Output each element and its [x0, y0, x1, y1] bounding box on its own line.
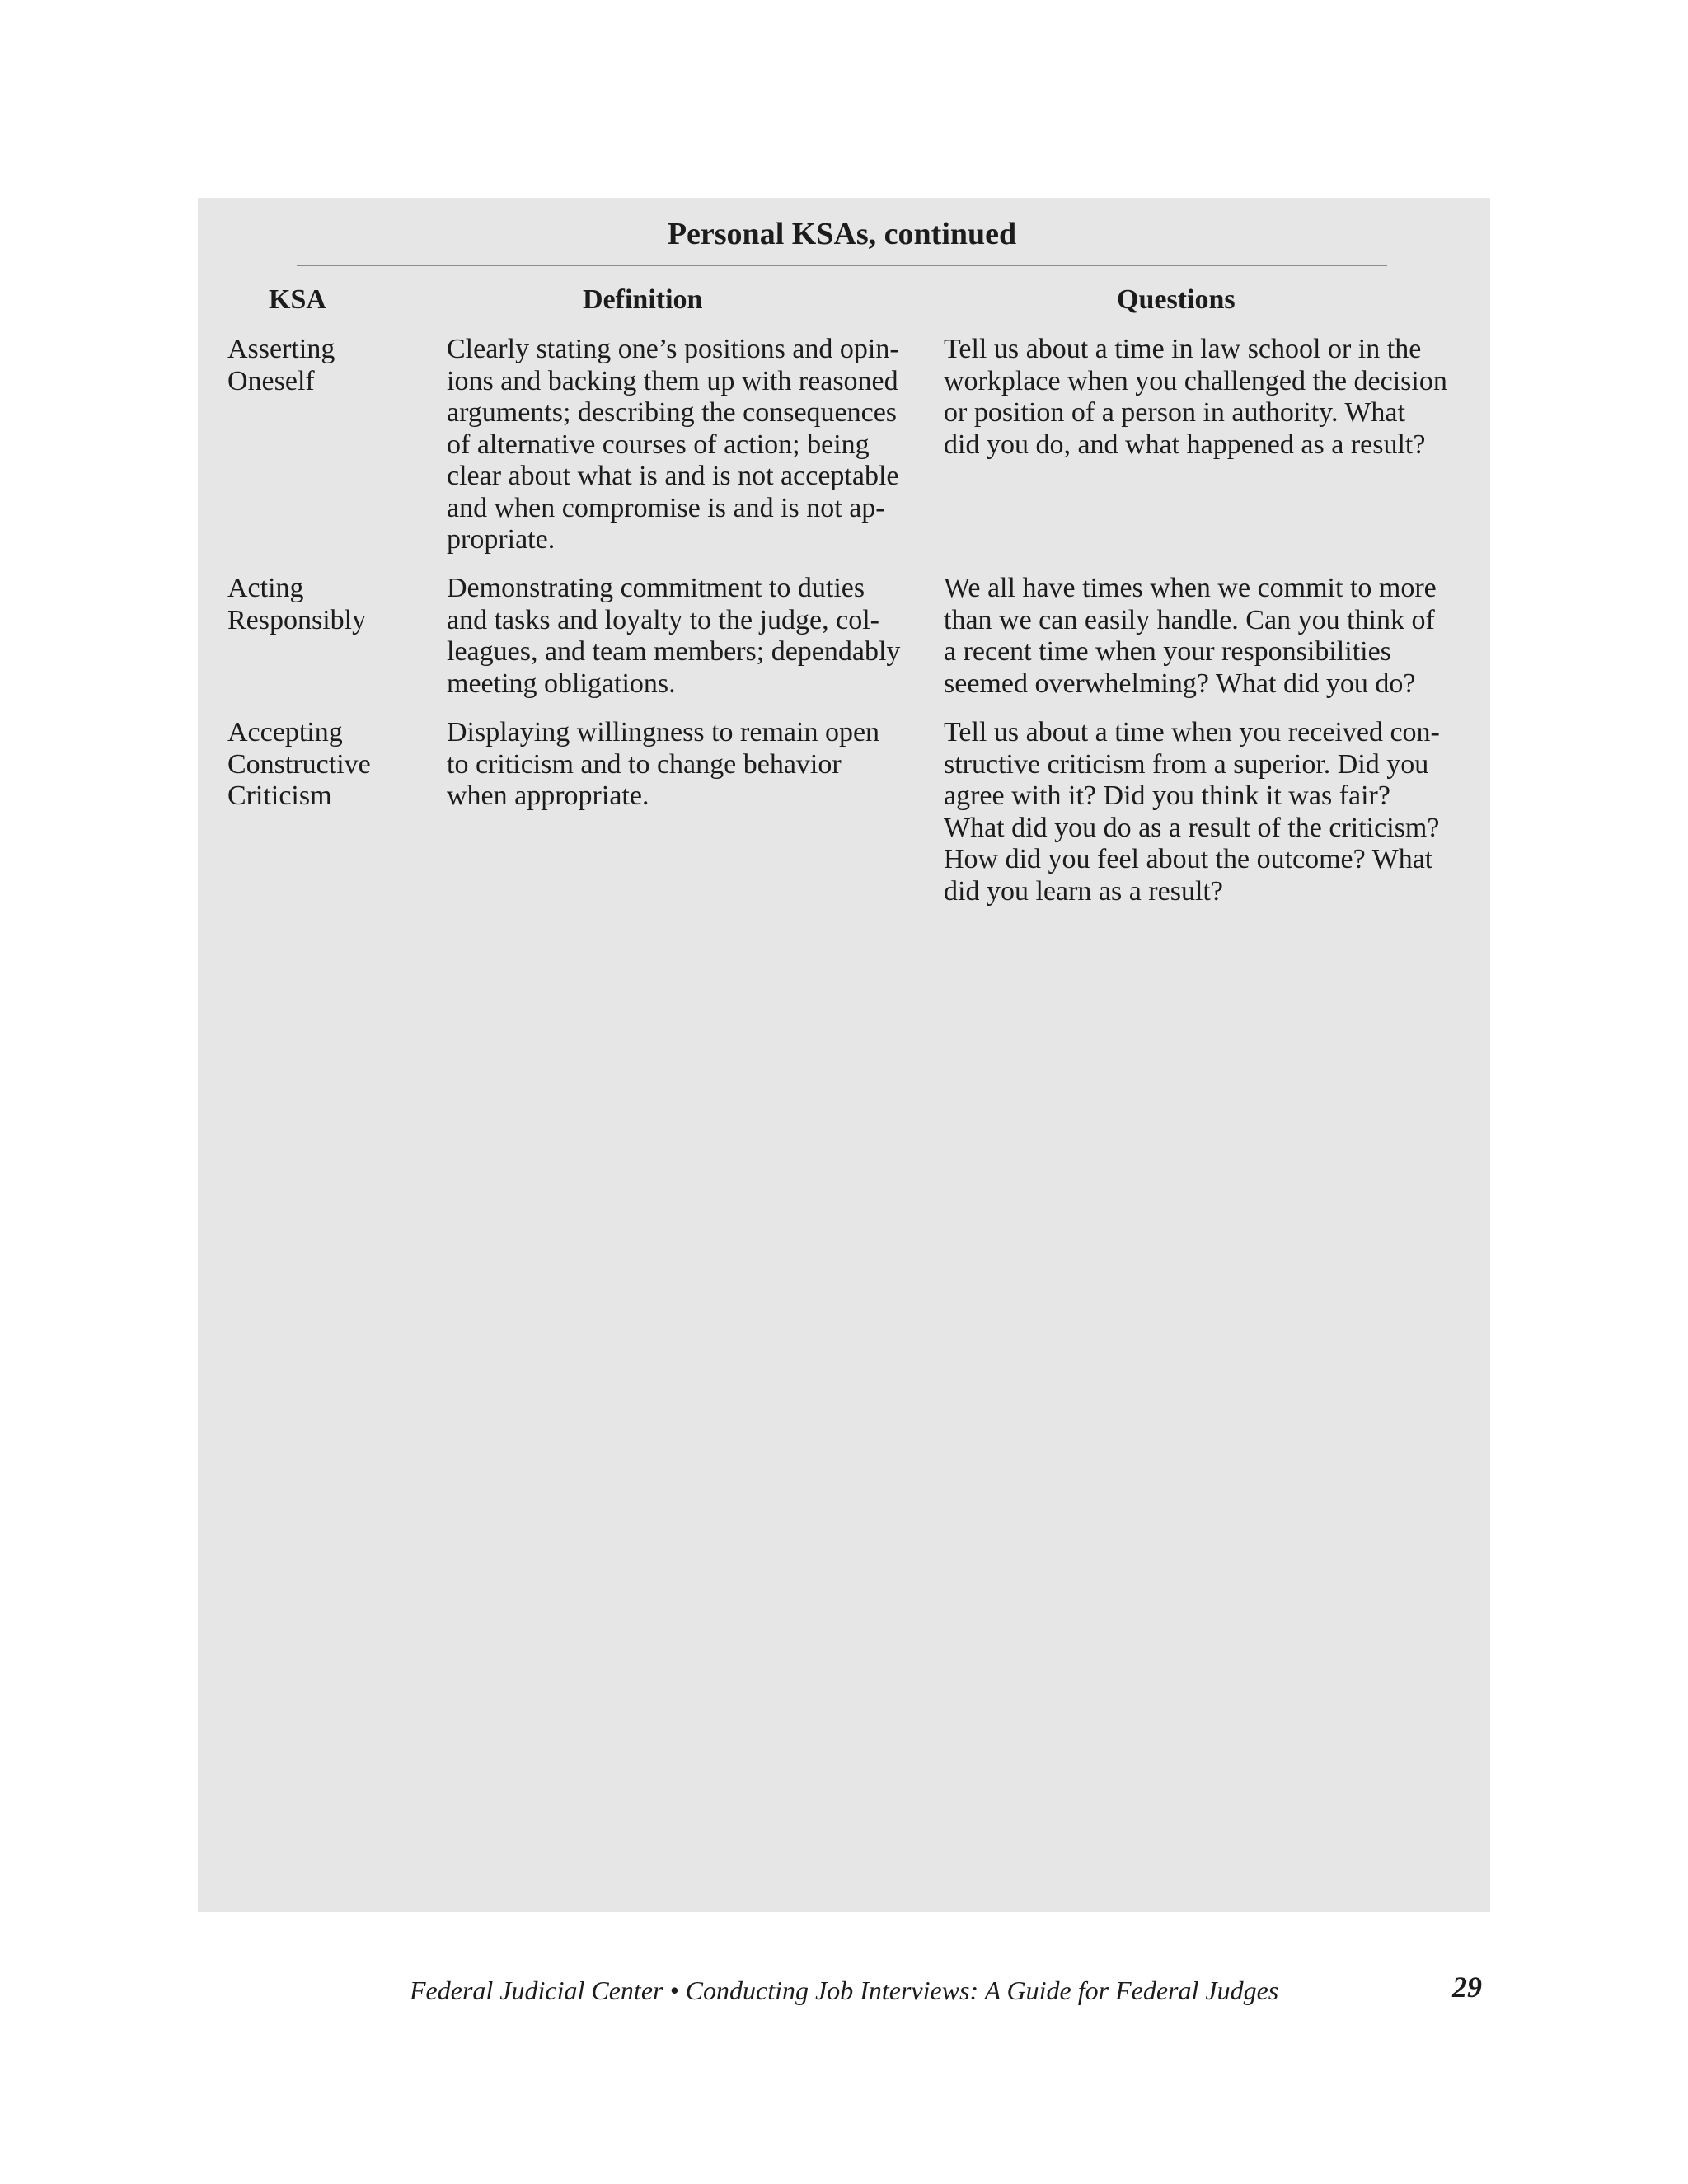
questions-cell: Tell us about a time when you received con- structive criticism from a superior. Did you agree with it? Did you think it was fair? What did you do as a result of the criticism? How did you feel about the outcome? What did you learn as a result?: [944, 717, 1440, 907]
header-ksa: KSA: [269, 284, 326, 315]
header-definition: Definition: [583, 284, 703, 315]
definition-cell: Displaying willingness to remain open to criticism and to change behavior when appropriate.: [447, 717, 880, 811]
definition-cell: Clearly stating one’s positions and opin- ions and backing them up with reasoned arguments; describing the consequences of alternative courses of action; being clear about what is and is not acceptable and when compromise is and is not ap- propriate.: [447, 334, 899, 555]
title-divider: [297, 265, 1387, 266]
header-questions: Questions: [1117, 284, 1236, 315]
questions-cell: We all have times when we commit to more than we can easily handle. Can you think of a recent time when your responsibilities seemed overwhelming? What did you do?: [944, 573, 1437, 699]
page-number: 29: [1452, 1971, 1482, 2004]
definition-cell: Demonstrating commitment to duties and tasks and loyalty to the judge, col- leagues, and team members; dependably meeting obligations.: [447, 573, 901, 699]
questions-cell: Tell us about a time in law school or in the workplace when you challenged the decision or position of a person in authority. What did you do, and what happened as a result?: [944, 334, 1447, 460]
ksa-cell: Acting Responsibly: [227, 573, 367, 635]
page-footer: Federal Judicial Center • Conducting Job Interviews: A Guide for Federal Judges: [410, 1975, 1279, 2005]
ksa-cell: Accepting Constructive Criticism: [227, 717, 371, 811]
ksa-table-panel: [198, 198, 1490, 1912]
ksa-cell: Asserting Oneself: [227, 334, 335, 396]
table-title: Personal KSAs, continued: [667, 217, 1017, 251]
